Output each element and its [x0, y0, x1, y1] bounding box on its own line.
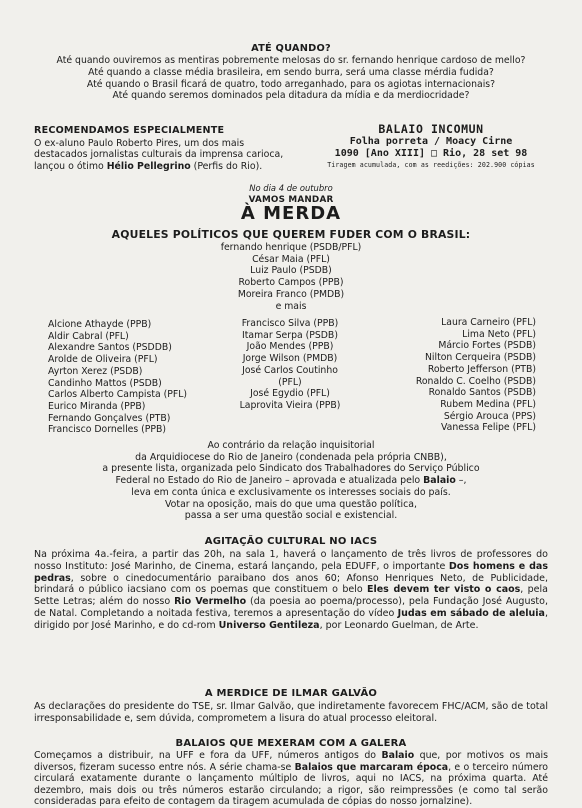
- politician-item: Alexandre Santos (PSDDB): [48, 342, 172, 354]
- politician-item: Eurico Miranda (PPB): [48, 400, 146, 412]
- date-line: No dia 4 de outubro: [249, 183, 333, 193]
- ilmar-title: A MERDICE DE ILMAR GALVÃO: [204, 688, 378, 699]
- disclaimer-line: da Arquidiocese do Rio de Janeiro (condenada pela própria CNBB),: [135, 451, 447, 463]
- masthead: [300, 122, 562, 169]
- politician-item: Aldir Cabral (PFL): [48, 330, 129, 342]
- disclaimer-paragraph: [0, 440, 582, 522]
- masthead-line: Folha porreta / Moacy Cirne: [349, 136, 513, 147]
- question-line: Até quando ouviremos as mentiras pobremente melosas do sr. fernando henrique cardoso de mello?: [56, 55, 526, 66]
- agitacao-title: AGITAÇÃO CULTURAL NO IACS: [204, 536, 378, 547]
- politician-item: Arolde de Oliveira (PFL): [48, 354, 158, 366]
- politician-item: Jorge Wilson (PMDB): [242, 353, 338, 365]
- recommend-title: RECOMENDAMOS ESPECIALMENTE: [34, 125, 225, 136]
- questions-title: ATÉ QUANDO?: [251, 43, 331, 54]
- disclaimer-text-span: –,: [455, 475, 467, 487]
- recommend-text-span: lançou o ótimo: [34, 160, 107, 172]
- galera-text-span: Começamos a distribuir, na UFF e fora da UFF, números antigos do: [34, 750, 382, 761]
- politician-item: Rubem Medina (PFL): [440, 398, 536, 410]
- politician-item: fernando henrique (PSDB/PFL): [220, 242, 362, 253]
- agitacao-text-span: , pela Sette Letras; além do nosso: [34, 584, 548, 608]
- question-line: Até quando seremos dominados pela ditadura da mídia e da merdiocridade?: [112, 90, 470, 102]
- book-title: Rio Vermelho: [174, 596, 247, 608]
- series-title: Balaios que marcaram época: [294, 761, 449, 773]
- cdrom-title: Universo Gentileza: [218, 619, 320, 631]
- politician-item: João Mendes (PPB): [246, 341, 334, 353]
- vamos-line: VAMOS MANDAR: [248, 195, 334, 205]
- subheadline: AQUELES POLÍTICOS QUE QUEREM FUDER COM O BRASIL:: [111, 228, 471, 241]
- agitacao-text-span: , dirigido por José Marinho, e do cd-rom: [34, 607, 548, 631]
- masthead-title: BALAIO INCOMUN: [378, 122, 484, 136]
- galera-text: [34, 750, 548, 808]
- politician-item: Itamar Serpa (PSDB): [242, 329, 338, 341]
- politician-item: César Maia (PFL): [252, 253, 330, 265]
- politician-item: Francisco Dornelles (PPB): [48, 424, 167, 436]
- politician-item: Carlos Alberto Campista (PFL): [48, 389, 188, 401]
- disclaimer-line: passa a ser uma questão social e existencial.: [184, 510, 398, 522]
- agitacao-text-span: Na próxima 4a.-feira, a partir das 20h, na sala 1, haverá o lançamento de três livros de professores do nosso Instituto: José Marinho, de Cinema, estará lançando, pela EDUFF, o importante: [34, 549, 548, 572]
- recommend-line: [34, 161, 314, 172]
- politician-item: José Egydio (PFL): [250, 388, 330, 400]
- politician-item: José Carlos Coutinho (PFL): [242, 364, 338, 388]
- politician-item: Francisco Silva (PPB): [241, 318, 339, 329]
- disclaimer-line: Votar na oposição, mais do que uma questão política,: [164, 498, 418, 510]
- galera-title: BALAIOS QUE MEXERAM COM A GALERA: [175, 738, 407, 749]
- disclaimer-line: [0, 475, 582, 487]
- politician-item: Fernando Gonçalves (PTB): [48, 412, 171, 424]
- politician-item: Candinho Mattos (PSDB): [48, 377, 162, 389]
- question-line: Até quando o Brasil ficará de quatro, todo arreganhado, para os agiotas internacionais?: [86, 78, 496, 90]
- agitacao-text-span: , por Leonardo Guelman, de Arte.: [319, 619, 479, 631]
- politician-item: Roberto Jefferson (PTB): [427, 363, 536, 375]
- balaio-name: Balaio: [423, 475, 456, 487]
- book-title: Hélio Pellegrino: [106, 160, 191, 172]
- agitacao-text-span: (da poesia ao poema/processo), pela Fundação José Augusto, de Natal. Completando a noitada festiva, teremos a apresentação do vídeo: [34, 596, 548, 619]
- questions-list: [0, 55, 582, 102]
- question-line: Até quando a classe média brasileira, em sendo burra, será uma classe mérdia fudida?: [88, 66, 494, 78]
- politician-item: Lima Neto (PFL): [462, 328, 536, 340]
- disclaimer-line: Ao contrário da relação inquisitorial: [207, 440, 375, 451]
- disclaimer-line: a presente lista, organizada pelo Sindicato dos Trabalhadores do Serviço Público: [102, 463, 480, 475]
- disclaimer-text-span: Federal no Estado do Rio de Janeiro – aprovada e atualizada pelo: [115, 475, 424, 487]
- politician-item: Roberto Campos (PPB): [238, 277, 344, 289]
- recommend-text-span: (Perfis do Rio).: [190, 160, 263, 172]
- politician-item: Ronaldo Santos (PSDB): [428, 387, 536, 399]
- politician-item: Vanessa Felipe (PFL): [441, 422, 536, 434]
- politician-item: Laura Carneiro (PFL): [441, 317, 536, 328]
- book-title: Eles devem ter visto o caos: [366, 584, 521, 596]
- recommend-section: [34, 125, 314, 172]
- book-title: Dos homens e das pedras: [34, 560, 548, 584]
- politician-item: Ayrton Xerez (PSDB): [48, 365, 143, 377]
- politicians-column-middle: [230, 318, 350, 412]
- galera-text-span: que, por motivos os mais diversos, fizeram sucesso entre nós. A série chama-se: [34, 750, 548, 773]
- masthead-tiragem: Tiragem acumulada, com as reedições: 202.900 cópias: [327, 161, 535, 169]
- politician-item: Sérgio Arouca (PPS): [443, 410, 536, 422]
- politician-item: Laprovita Vieira (PPB): [239, 399, 341, 411]
- politician-item: Márcio Fortes (PSDB): [438, 340, 536, 352]
- balaio-name: Balaio: [381, 750, 415, 761]
- headline: À MERDA: [240, 203, 342, 224]
- agitacao-text-span: , sobre o cinedocumentário paraibano dos anos 60; Afonso Henriques Neto, de Publicidade, brindará o público iacsiano com os poemas que constituem o belo: [34, 572, 548, 596]
- politician-item: Alcione Athayde (PPB): [48, 319, 152, 330]
- politician-item: Moreira Franco (PMDB): [237, 288, 345, 300]
- politician-item: Luiz Paulo (PSDB): [250, 265, 332, 277]
- masthead-line: 1090 [Ano XIII] □ Rio, 28 set 98: [334, 148, 528, 159]
- politicians-column-left: [48, 319, 187, 436]
- politician-item: e mais: [275, 300, 307, 312]
- ilmar-text: As declarações do presidente do TSE, sr. Ilmar Galvão, que indiretamente favorecem FHC/ACM, são de total irresponsabilidade e, sem dúvida, comprometem a lisura do atual processo eleitoral.: [34, 701, 548, 724]
- masthead-subtitle: [300, 136, 562, 160]
- galera-text-span: , e o terceiro número circulará exatamente durante o lançamento múltiplo de livros, aqui no IACS, na próxima quarta. Até dezembro, mais dois ou três números estarão circulando; a rigor, são reimpressões (e como tal serão consideradas para efeito de contagem da tiragem acumulada de cópias do nosso jornalzine).: [34, 761, 549, 808]
- video-title: Judas em sábado de aleluia: [397, 607, 545, 619]
- recommend-text: [34, 138, 314, 172]
- recommend-line: O ex-aluno Paulo Roberto Pires, um dos mais: [34, 138, 245, 149]
- disclaimer-line: leva em conta única e exclusivamente os interesses sociais do país.: [131, 486, 451, 498]
- lead-politicians-list: [0, 242, 582, 312]
- agitacao-text: [34, 549, 548, 632]
- recommend-line: destacados jornalistas culturais da imprensa carioca,: [34, 149, 284, 161]
- politician-item: Ronaldo C. Coelho (PSDB): [415, 375, 536, 387]
- politician-item: Nilton Cerqueira (PSDB): [424, 352, 536, 364]
- politicians-column-right: [340, 317, 536, 434]
